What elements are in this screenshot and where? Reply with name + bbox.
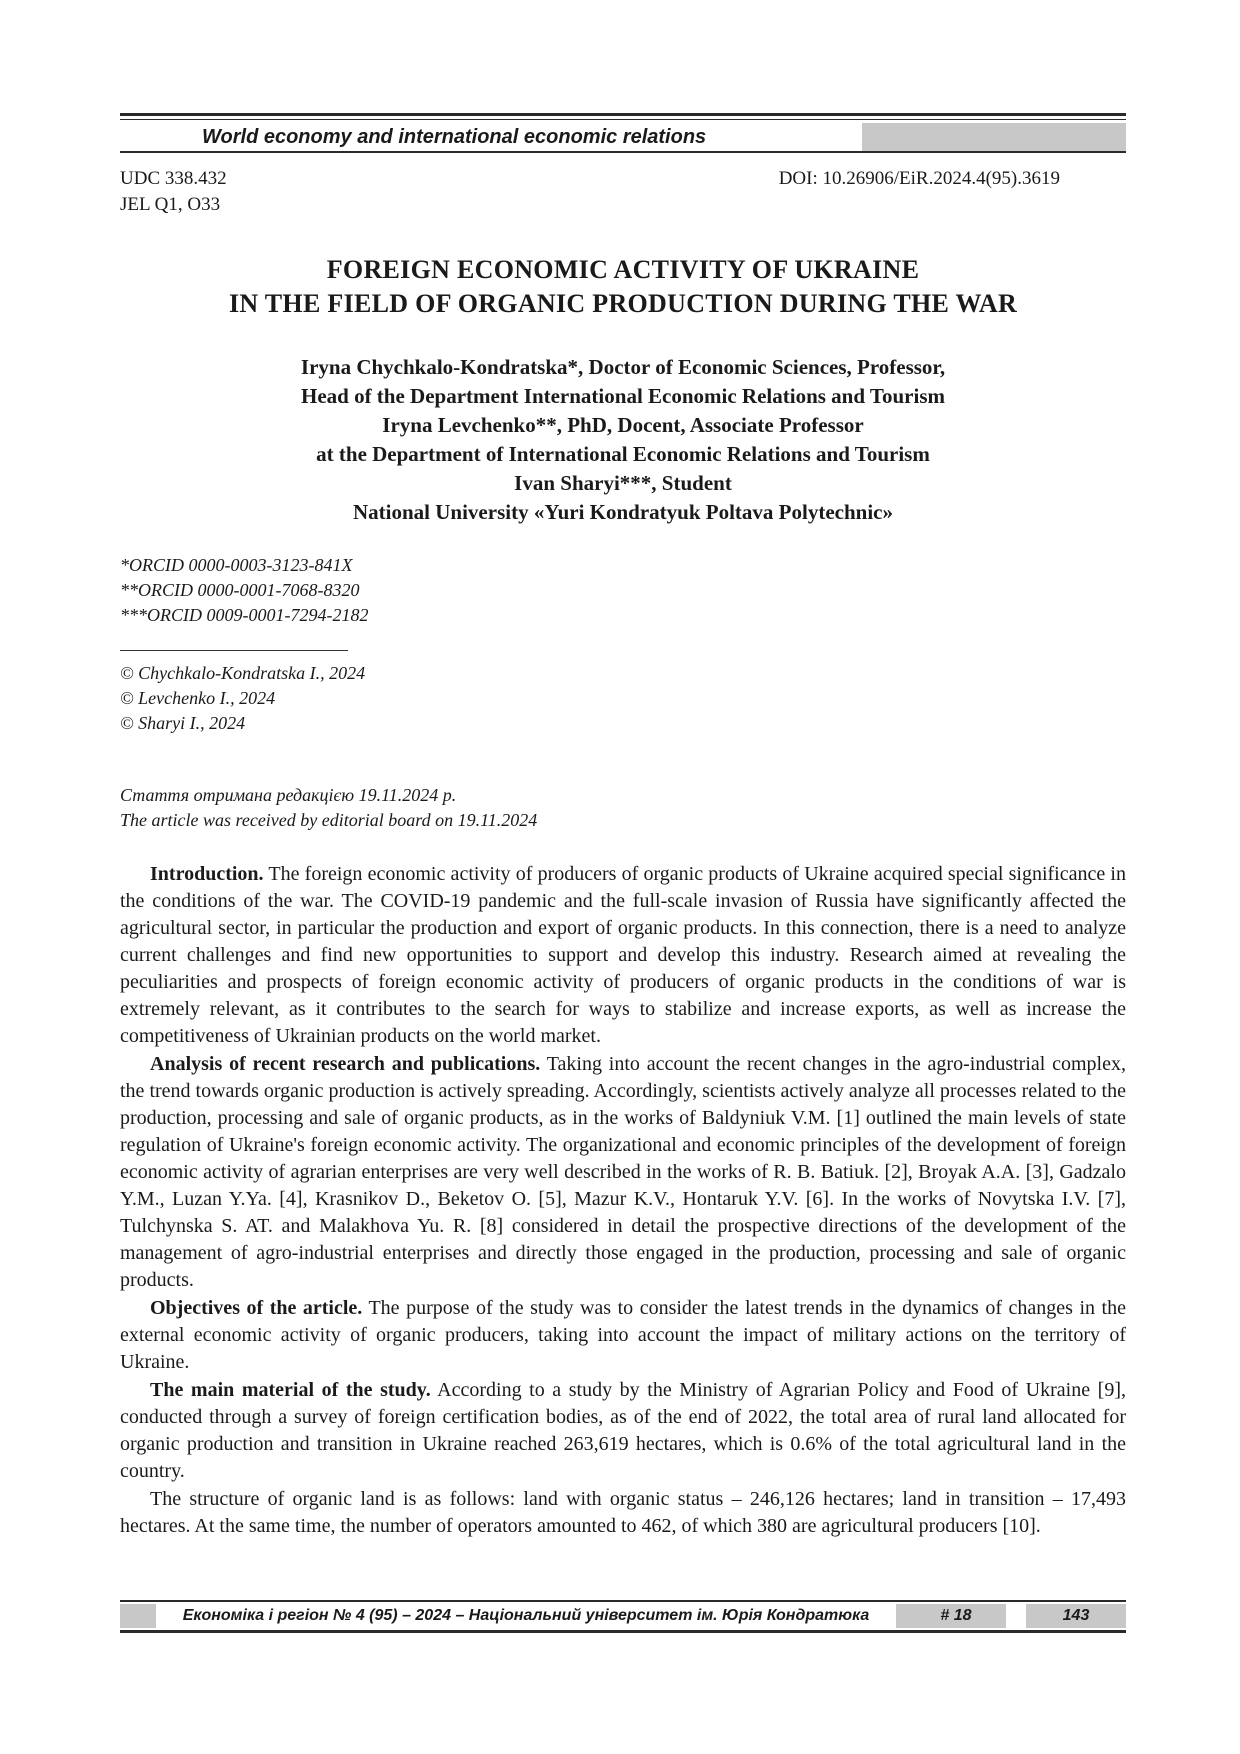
section-title: World economy and international economic relations [120, 123, 862, 151]
author-line: Ivan Sharyi***, Student [514, 471, 732, 495]
author-line: Iryna Chychkalo-Kondratska*, Doctor of Economic Sciences, Professor, [300, 355, 946, 379]
paragraph-heading: Analysis of recent research and publications. [150, 1053, 541, 1075]
footer-spacer [1006, 1604, 1026, 1628]
paragraph [120, 861, 1126, 1050]
author-line: Iryna Levchenko**, PhD, Docent, Associate Professor [382, 413, 864, 437]
orcid-list [120, 553, 368, 628]
udc-code: UDC 338.432 [120, 168, 227, 189]
footer-gray-block [120, 1604, 156, 1628]
header-rule [120, 113, 1126, 116]
orcid-item: *ORCID 0000-0003-3123-841X [120, 555, 353, 575]
paragraph-text: According to a study by the Ministry of Agrarian Policy and Food of Ukraine [9], conducted through a survey of foreign certification bodies, as of the end of 2022, the total area of rural land allocated for organic production and transition in Ukraine reached 263,619 hectares, which is 0.6% of the total agricultural land in the country. [120, 1379, 1126, 1482]
received-uk: Стаття отримана редакцією 19.11.2024 р. [120, 785, 457, 805]
copyright-item: © Levchenko I., 2024 [120, 688, 276, 708]
paragraph-heading: The main material of the study. [150, 1379, 431, 1401]
running-footer [120, 1600, 1126, 1633]
orcid-item: **ORCID 0000-0001-7068-8320 [120, 580, 360, 600]
article-body [120, 861, 1126, 1541]
title-line-2: IN THE FIELD OF ORGANIC PRODUCTION DURING THE WAR [228, 289, 1018, 318]
paragraph-text: Taking into account the recent changes in the agro-industrial complex, the trend towards organic production is actively spreading. Accordingly, scientists actively analyze all processes related to the production, processing and sale of organic products, as in the works of Baldyniuk V.M. [1] outlined the main levels of state regulation of Ukraine's foreign economic activity. The organizational and economic principles of the development of foreign economic activity of agrarian enterprises are very well described in the works of R. B. Batiuk. [2], Broyak A.A. [3], Gadzalo Y.M., Luzan Y.Ya. [4], Krasnikov D., Beketov O. [5], Mazur K.V., Hontaruk Y.V. [6]. In the works of Novytska I.V. [7], Tulchynska S. AT. and Malakhova Yu. R. [8] considered in detail the prospective directions of the development of the management of agro-industrial enterprises and directly those engaged in the production, processing and sale of organic products. [120, 1053, 1126, 1291]
received-note [120, 783, 537, 833]
author-line: at the Department of International Economic Relations and Tourism [316, 442, 930, 466]
paragraph-heading: Introduction. [150, 863, 264, 885]
orcid-item: ***ORCID 0009-0001-7294-2182 [120, 605, 369, 625]
authors-block [120, 353, 1126, 527]
title-line-1: FOREIGN ECONOMIC ACTIVITY OF UKRAINE [326, 255, 920, 284]
author-line: National University «Yuri Kondratyuk Poltava Polytechnic» [353, 500, 893, 524]
received-en: The article was received by editorial board on 19.11.2024 [120, 810, 538, 830]
footer-gray-block [896, 1604, 906, 1628]
footer-rule-bottom [120, 1630, 1126, 1633]
article-title [120, 253, 1126, 321]
header-band [120, 123, 1126, 151]
paragraph [120, 1377, 1126, 1485]
article-meta [120, 166, 1060, 218]
paragraph-heading: Objectives of the article. [150, 1297, 363, 1319]
footer-band [120, 1604, 1126, 1628]
doi: DOI: 10.26906/EiR.2024.4(95).3619 [778, 168, 1060, 189]
paragraph-text: The purpose of the study was to consider the latest trends in the dynamics of changes in the external economic activity of organic producers, taking into account the impact of military actions on the territory of Ukraine. [120, 1297, 1126, 1373]
copyright-item: © Sharyi I., 2024 [120, 713, 246, 733]
paragraph [120, 1295, 1126, 1376]
page-number: 143 [1026, 1604, 1126, 1628]
paragraph-text: The structure of organic land is as follows: land with organic status – 246,126 hectares; land in transition – 17,493 hectares. At the same time, the number of operators amounted to 462, of which 380 are agricultural producers [10]. [120, 1488, 1126, 1537]
paragraph-text: The foreign economic activity of producers of organic products of Ukraine acquired special significance in the conditions of the war. The COVID-19 pandemic and the full-scale invasion of Russia have significantly affected the agricultural sector, in particular the production and export of organic products. In this connection, there is a need to analyze current challenges and find new opportunities to support and develop this industry. Research aimed at revealing the peculiarities and prospects of foreign economic activity of producers of organic products in the conditions of war is extremely relevant, as it contributes to the search for ways to stabilize and increase exports, as well as increase the competitiveness of Ukrainian products on the world market. [120, 863, 1126, 1047]
footnote-divider [120, 650, 348, 651]
header-rule-thin [120, 119, 1126, 120]
copyright-list [120, 661, 365, 736]
copyright-item: © Chychkalo-Kondratska I., 2024 [120, 663, 366, 683]
running-header [120, 113, 1126, 153]
paragraph [120, 1486, 1126, 1540]
author-line: Head of the Department International Economic Relations and Tourism [300, 384, 945, 408]
journal-citation: Економіка і регіон № 4 (95) – 2024 – Національний університет ім. Юрія Кондратюка [156, 1604, 896, 1628]
footer-rule [120, 1600, 1126, 1602]
header-gray-block [862, 123, 1126, 151]
jel-code: JEL Q1, O33 [120, 194, 221, 215]
paragraph [120, 1051, 1126, 1294]
header-rule-bottom [120, 151, 1126, 153]
issue-number: # 18 [906, 1604, 1006, 1628]
